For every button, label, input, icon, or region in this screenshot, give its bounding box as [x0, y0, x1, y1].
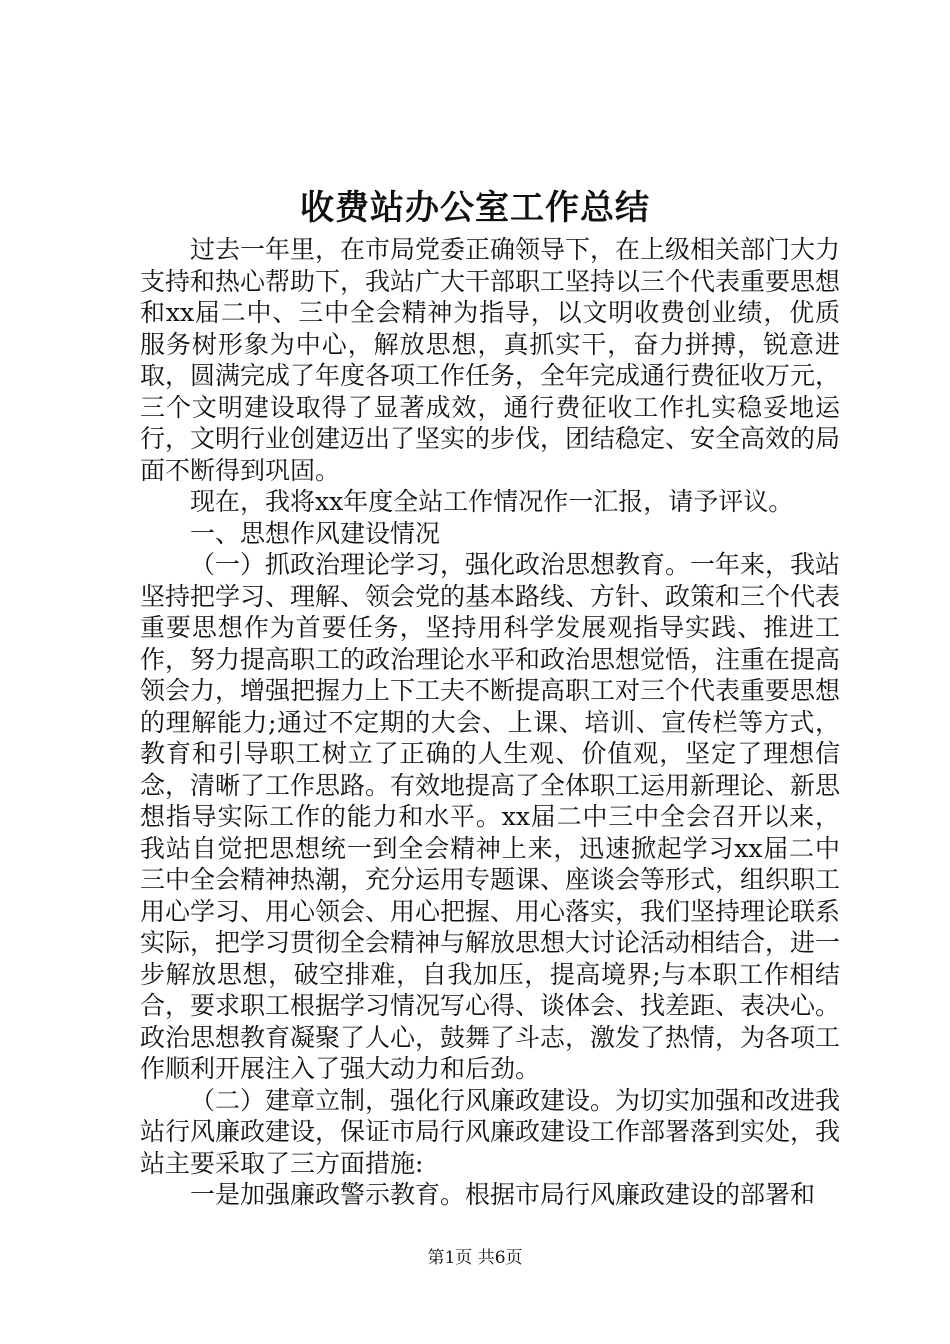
document-body	[140, 234, 840, 1211]
section-heading-1: 一、思想作风建设情况	[190, 518, 441, 548]
paragraph-section-1-1: （一）抓政治理论学习，强化政治思想教育。一年来，我站坚持把学习、理解、领会党的基本路线、方针、政策和三个代表重要思想作为首要任务，坚持用科学发展观指导实践、推进工作，努力提高职工的政治理论水平和政治思想觉悟，注重在提高领会力，增强把握力上下工夫不断提高职工对三个代表重要思想的理解能力;通过不定期的大会、上课、培训、宣传栏等方式，教育和引导职工树立了正确的人生观、价值观，坚定了理想信念，清晰了工作思路。有效地提高了全体职工运用新理论、新思想指导实际工作的能力和水平。xx届二中三中全会召开以来，我站自觉把思想统一到全会精神上来，迅速掀起学习xx届二中三中全会精神热潮，充分运用专题课、座谈会等形式，组织职工用心学习、用心领会、用心把握、用心落实，我们坚持理论联系实际，把学习贯彻全会精神与解放思想大讨论活动相结合，进一步解放思想，破空排难，自我加压，提高境界;与本职工作相结合，要求职工根据学习情况写心得、谈体会、找差距、表决心。政治思想教育凝聚了人心，鼓舞了斗志，激发了热情，为各项工作顺利开展注入了强大动力和后劲。	[140, 550, 841, 1083]
paragraph-intro: 过去一年里，在市局党委正确领导下，在上级相关部门大力支持和热心帮助下，我站广大干部职工坚持以三个代表重要思想和xx届二中、三中全会精神为指导，以文明收费创业绩，优质服务树形象为中心，解放思想，真抓实干，奋力拼搏，锐意进取，圆满完成了年度各项工作任务，全年完成通行费征收万元，三个文明建设取得了显著成效，通行费征收工作扎实稳妥地运行，文明行业创建迈出了坚实的步伐，团结稳定、安全高效的局面不断得到巩固。	[140, 235, 841, 485]
paragraph-section-1-2: （二）建章立制，强化行风廉政建设。为切实加强和改进我站行风廉政建设，保证市局行风廉政建设工作部署落到实处，我站主要采取了三方面措施:	[140, 1085, 841, 1178]
paragraph-measure-1: 一是加强廉政警示教育。根据市局行风廉政建设的部署和	[190, 1180, 816, 1209]
page-footer: 第1页 共6页	[427, 1248, 523, 1268]
document-title: 收费站办公室工作总结	[300, 188, 650, 228]
paragraph-report: 现在，我将xx年度全站工作情况作一汇报，请予评议。	[190, 487, 794, 516]
